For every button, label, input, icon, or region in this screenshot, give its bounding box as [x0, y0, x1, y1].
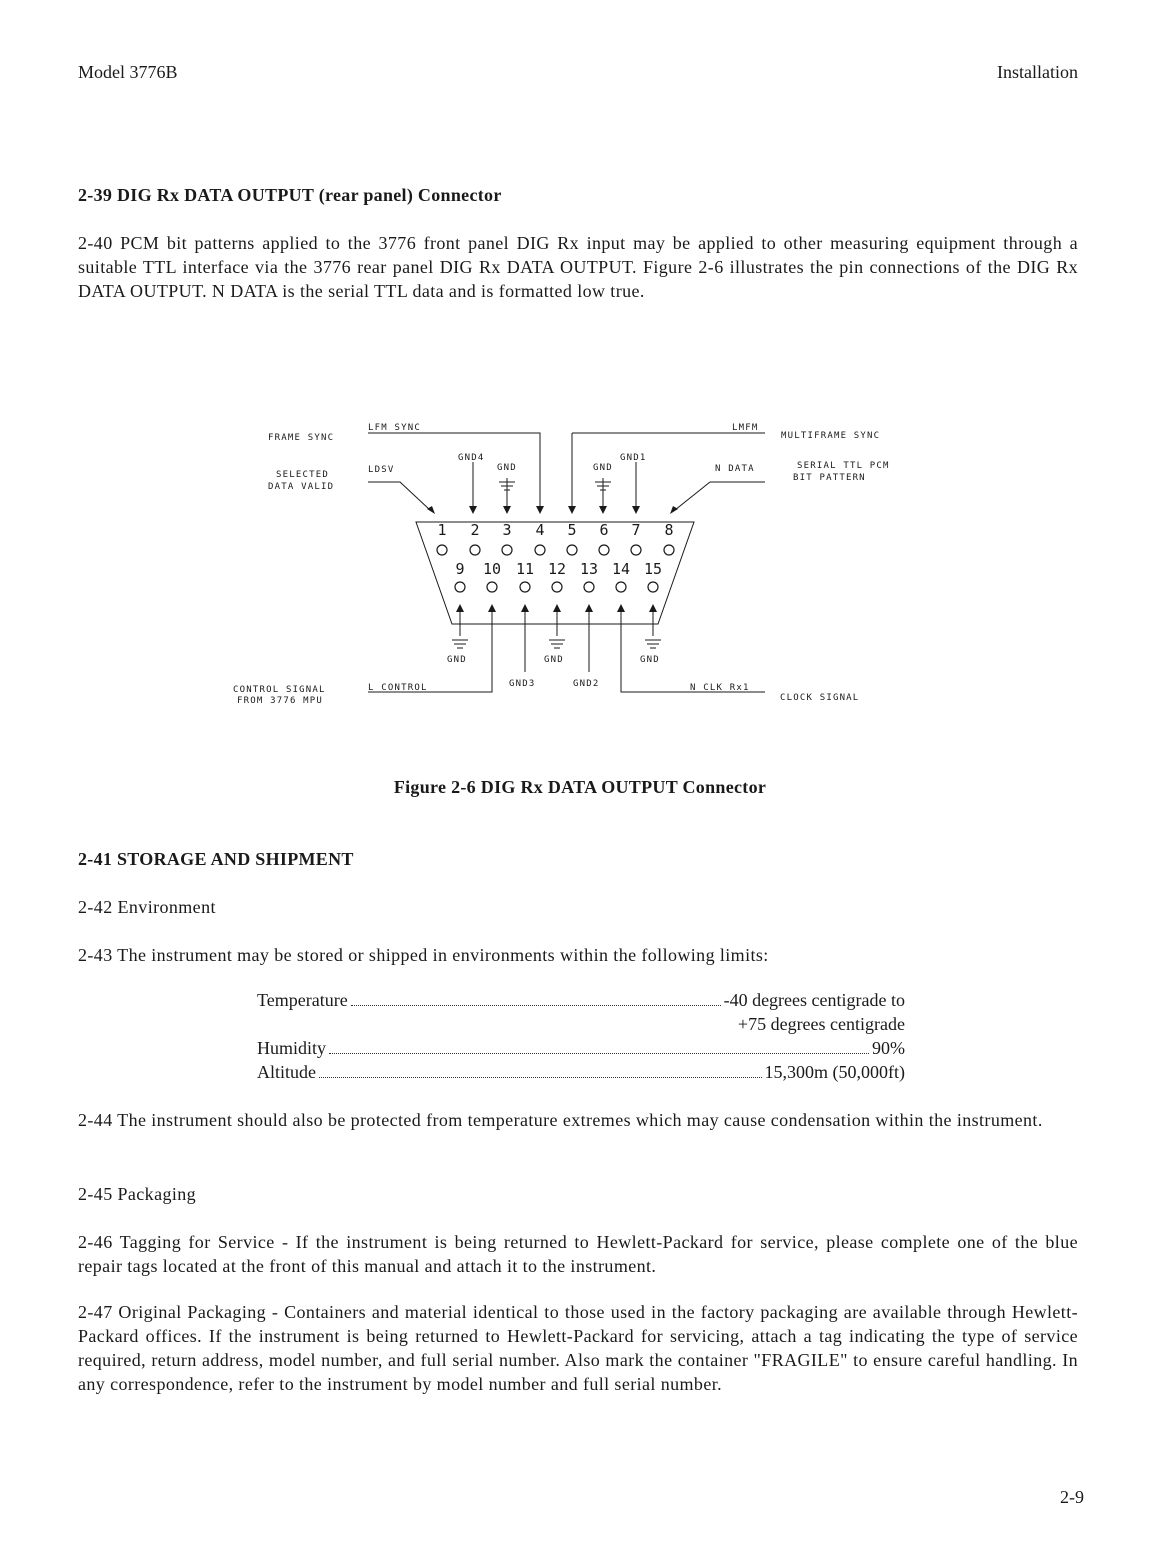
pin-number: 5 — [567, 521, 577, 539]
temperature-value-cont: +75 degrees centigrade — [737, 1014, 905, 1034]
label-from-3776-mpu: FROM 3776 MPU — [237, 696, 324, 706]
altitude-row — [257, 1062, 905, 1086]
label-selected: SELECTED — [276, 470, 329, 480]
n-data-lead — [675, 482, 710, 510]
label-clock-signal: CLOCK SIGNAL — [780, 693, 860, 703]
pin-number: 2 — [470, 521, 480, 539]
label-frame-sync: FRAME SYNC — [268, 433, 335, 443]
subheading-2-45: 2-45 Packaging — [78, 1184, 197, 1204]
label-gnd: GND — [447, 655, 467, 665]
pin-number: 9 — [455, 560, 465, 578]
pin-number: 11 — [515, 560, 535, 578]
altitude-value: 15,300m (50,000ft) — [764, 1062, 905, 1082]
label-gnd4: GND4 — [458, 453, 485, 463]
label-control-signal: CONTROL SIGNAL — [233, 685, 326, 695]
storage-limits — [257, 990, 905, 1086]
ldsv-lead — [368, 482, 430, 510]
temperature-value: -40 degrees centigrade to — [723, 990, 905, 1010]
header-section: Installation — [997, 62, 1078, 82]
paragraph-2-43: 2-43 The instrument may be stored or shipped in environments within the following limits: — [78, 945, 769, 965]
paragraph-2-46: 2-46 Tagging for Service - If the instrument is being returned to Hewlett-Packard for service, please complete one of the blue repair tags located at the front of this manual and attach it to the instrument. — [78, 1232, 1078, 1276]
humidity-value: 90% — [872, 1038, 905, 1058]
pin-number: 8 — [664, 521, 674, 539]
label-lmfm: LMFM — [732, 423, 759, 433]
paragraph-2-47: 2-47 Original Packaging - Containers and material identical to those used in the factory packaging are available through Hewlett-Packard offices. If the instrument is being returned to Hewlett-Packard for servicing, attach a tag indicating the type of service required, return address, model number, and full serial number. Also mark the container "FRAGILE" to ensure careful handling. In any correspondence, refer to the instrument by model number and full serial number. — [78, 1302, 1078, 1394]
leader-dots — [351, 1005, 721, 1006]
pin-number: 10 — [482, 560, 502, 578]
paragraph-2-44: 2-44 The instrument should also be protected from temperature extremes which may cause condensation within the instrument. — [78, 1110, 1043, 1130]
label-serial-ttl-pcm: SERIAL TTL PCM — [797, 461, 890, 471]
pin-number: 6 — [599, 521, 609, 539]
section-heading-2-41: 2-41 STORAGE AND SHIPMENT — [78, 849, 354, 869]
pin-number: 15 — [643, 560, 663, 578]
connector-diagram — [225, 410, 925, 720]
pin-number: 14 — [611, 560, 631, 578]
label-bit-pattern: BIT PATTERN — [793, 473, 866, 483]
label-gnd1: GND1 — [620, 453, 647, 463]
pin-number: 4 — [535, 521, 545, 539]
label-gnd: GND — [640, 655, 660, 665]
altitude-label: Altitude — [257, 1062, 316, 1082]
leader-dots — [329, 1053, 869, 1054]
label-gnd2: GND2 — [573, 679, 600, 689]
label-gnd3: GND3 — [509, 679, 536, 689]
label-gnd: GND — [497, 463, 517, 473]
label-data-valid: DATA VALID — [268, 482, 335, 492]
label-ldsv: LDSV — [368, 465, 395, 475]
subheading-2-42: 2-42 Environment — [78, 897, 216, 917]
page-number: 2-9 — [1060, 1487, 1084, 1507]
section-heading-2-39: 2-39 DIG Rx DATA OUTPUT (rear panel) Connector — [78, 185, 502, 205]
label-gnd: GND — [593, 463, 613, 473]
pin-number: 3 — [502, 521, 512, 539]
label-n-data: N DATA — [715, 464, 755, 474]
label-multiframe-sync: MULTIFRAME SYNC — [781, 431, 881, 441]
label-gnd: GND — [544, 655, 564, 665]
temperature-row — [257, 990, 905, 1014]
header-model: Model 3776B — [78, 62, 178, 82]
leader-dots — [319, 1077, 762, 1078]
label-l-control: L CONTROL — [368, 683, 428, 693]
humidity-row — [257, 1038, 905, 1062]
pin-number: 12 — [547, 560, 567, 578]
n-clk-lead — [621, 610, 765, 692]
label-lfm-sync: LFM SYNC — [368, 423, 421, 433]
pin-number: 1 — [437, 521, 447, 539]
pin-number: 13 — [579, 560, 599, 578]
paragraph-2-40: 2-40 PCM bit patterns applied to the 3776 front panel DIG Rx input may be applied to other measuring equipment through a suitable TTL interface via the 3776 rear panel DIG Rx DATA OUTPUT. Figure 2-6 illustrates the pin connections of the DIG Rx DATA OUTPUT. N DATA is the serial TTL data and is formatted low true. — [78, 233, 1078, 301]
l-control-lead — [368, 610, 492, 692]
label-n-clk-rx1: N CLK Rx1 — [690, 683, 750, 693]
figure-caption: Figure 2-6 DIG Rx DATA OUTPUT Connector — [393, 777, 767, 797]
pin-number: 7 — [631, 521, 641, 539]
temperature-label: Temperature — [257, 990, 348, 1010]
humidity-label: Humidity — [257, 1038, 327, 1058]
